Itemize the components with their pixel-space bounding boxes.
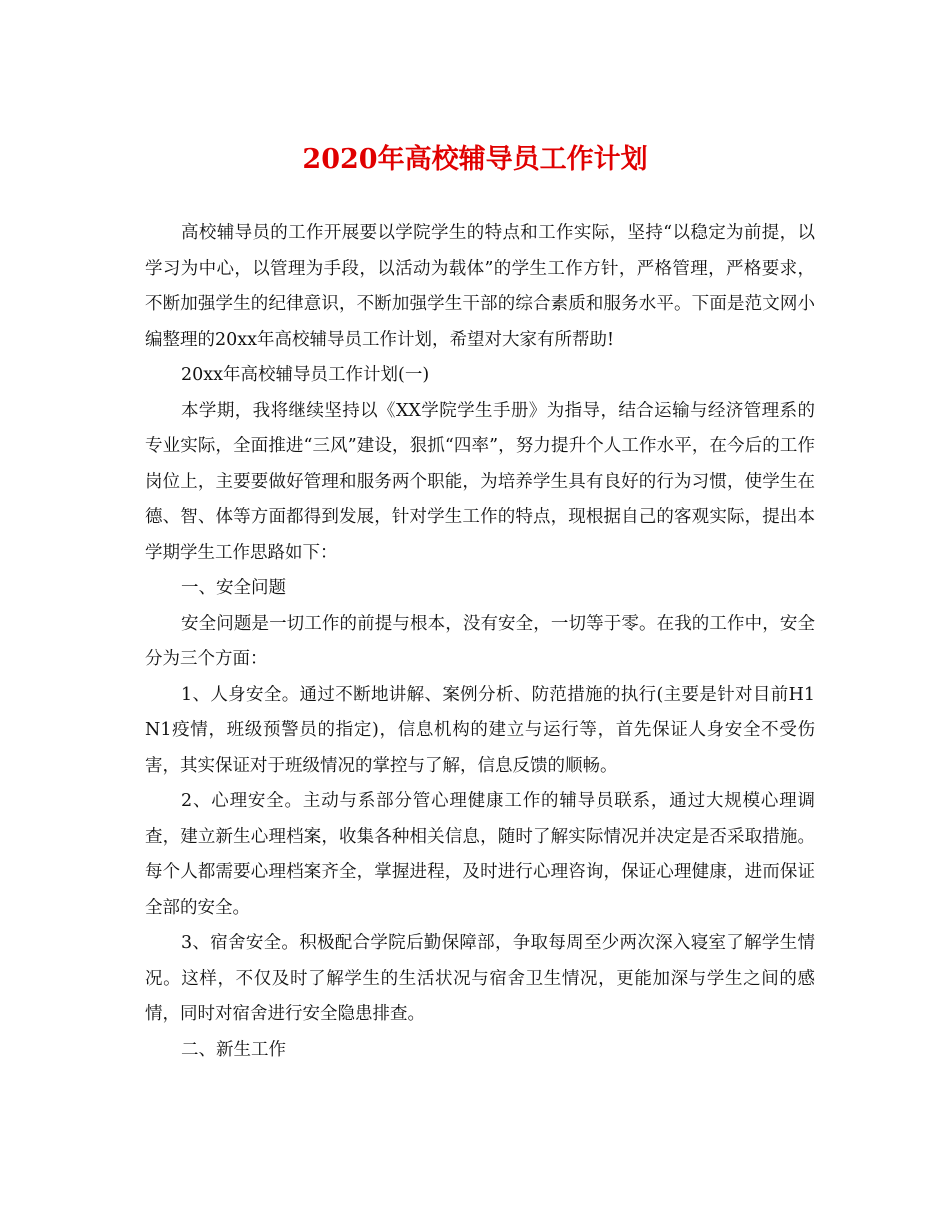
section-heading-safety: 一、安全问题 (181, 578, 286, 598)
document-body (145, 216, 815, 1068)
document-title: 2020年高校辅导员工作计划 (302, 144, 648, 175)
section-heading-freshmen: 二、新生工作 (181, 1039, 286, 1060)
intro-paragraph: 高校辅导员的工作开展要以学院学生的特点和工作实际，坚持“以稳定为前提，以学习为中心，以管理为手段，以活动为载体”的学生工作方针，严格管理，严格要求，不断加强学生的纪律意识，不断加强学生干部的综合素质和服务水平。下面是范文网小编整理的20xx年高校辅导员工作计划，希望对大家有所帮助! (145, 223, 815, 350)
dorm-safety-paragraph: 3、宿舍安全。积极配合学院后勤保障部，争取每周至少两次深入寝室了解学生情况。这样，不仅及时了解学生的生活状况与宿舍卫生情况，更能加深与学生之间的感情，同时对宿舍进行安全隐患排查。 (145, 933, 815, 1024)
safety-paragraph: 安全问题是一切工作的前提与根本，没有安全，一切等于零。在我的工作中，安全分为三个方面： (145, 613, 815, 669)
personal-safety-paragraph: 1、人身安全。通过不断地讲解、案例分析、防范措施的执行(主要是针对目前H1N1疫情，班级预警员的指定)，信息机构的建立与运行等，首先保证人身安全不受伤害，其实保证对于班级情况的掌控与了解，信息反馈的顺畅。 (145, 684, 815, 776)
semester-paragraph: 本学期，我将继续坚持以《XX学院学生手册》为指导，结合运输与经济管理系的专业实际，全面推进“三风”建设，狠抓“四率”，努力提升个人工作水平，在今后的工作岗位上，主要要做好管理和服务两个职能，为培养学生具有良好的行为习惯，使学生在德、智、体等方面都得到发展，针对学生工作的特点，现根据自己的客观实际，提出本学期学生工作思路如下： (145, 400, 815, 563)
mental-safety-paragraph: 2、心理安全。主动与系部分管心理健康工作的辅导员联系，通过大规模心理调查，建立新生心理档案，收集各种相关信息，随时了解实际情况并决定是否采取措施。每个人都需要心理档案齐全，掌握进程，及时进行心理咨询，保证心理健康，进而保证全部的安全。 (145, 791, 815, 918)
section-heading-plan-one: 20xx年高校辅导员工作计划(一) (181, 365, 430, 385)
